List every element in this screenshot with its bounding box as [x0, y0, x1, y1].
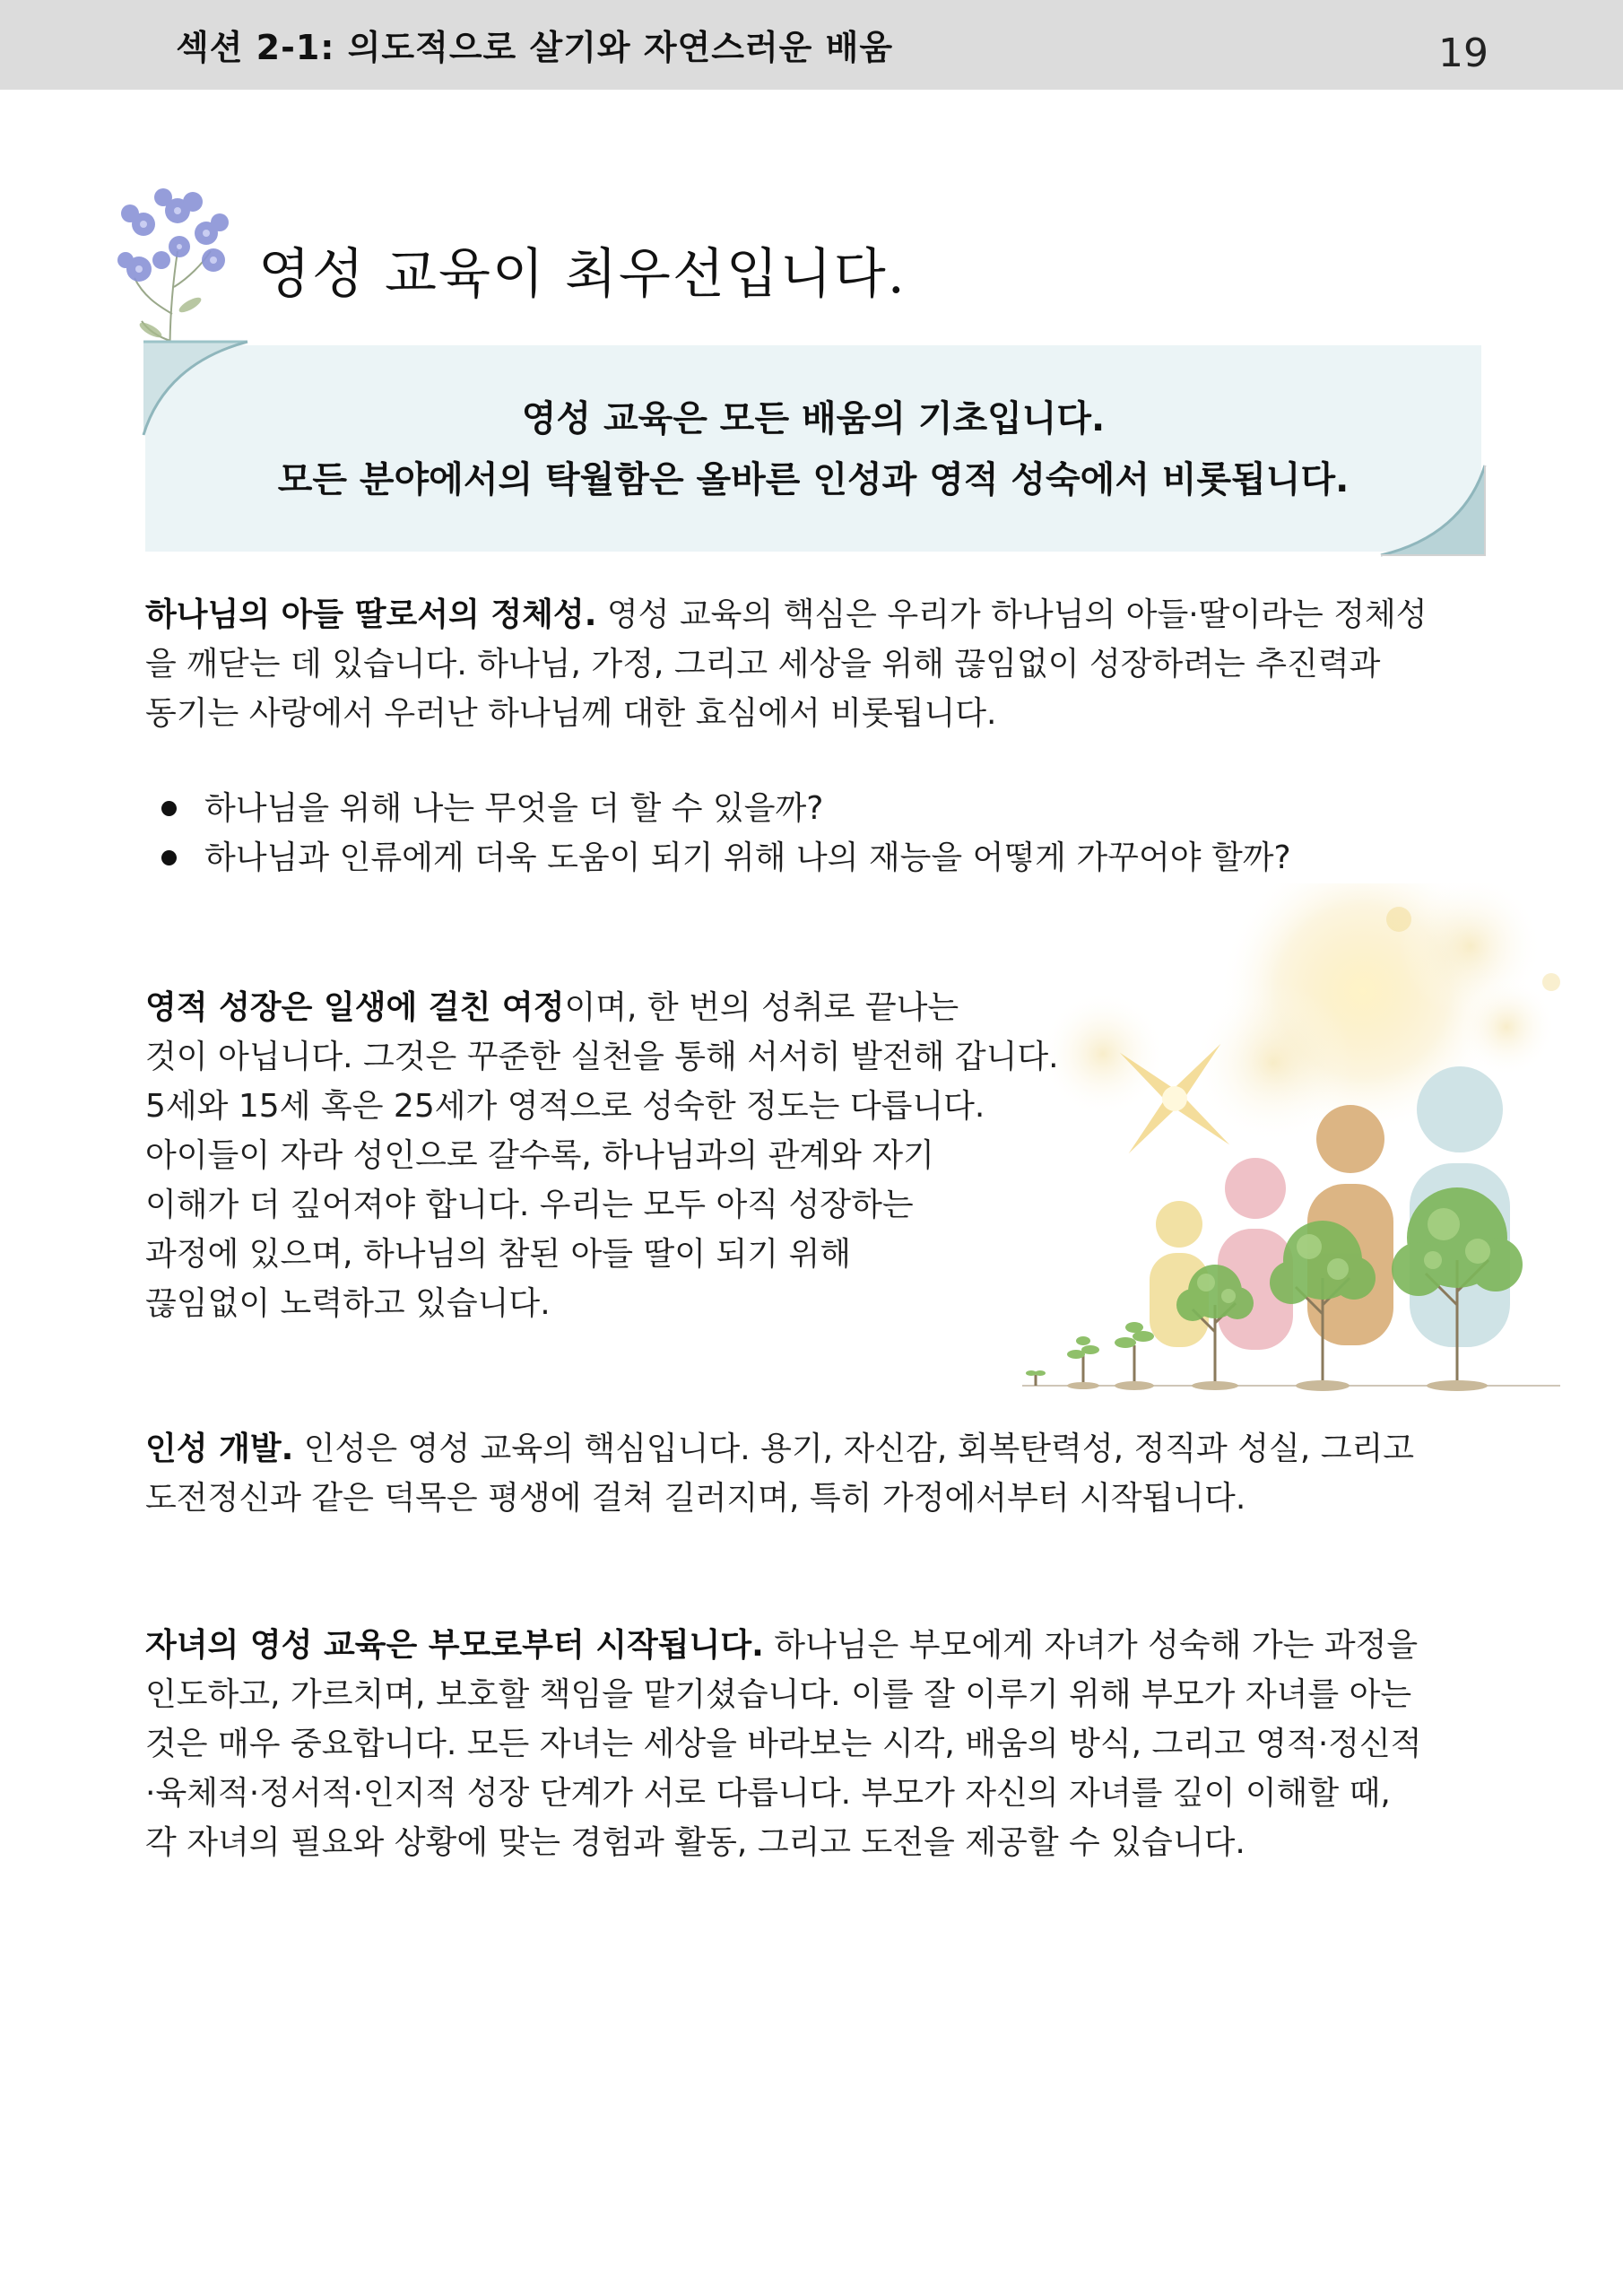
character-paragraph — [145, 1424, 1414, 1523]
parents-lead: 자녀의 영성 교육은 부모로부터 시작됩니다. — [145, 1627, 764, 1664]
growth-line-1: 이며, 한 번의 성취로 끝나는 — [564, 989, 959, 1026]
page-number: 19 — [1438, 30, 1488, 76]
question-text: 하나님을 위해 나는 무엇을 더 할 수 있을까? — [204, 790, 824, 827]
growth-line: 것이 아닙니다. 그것은 꾸준한 실천을 통해 서서히 발전해 갑니다. — [145, 1039, 1059, 1075]
parents-paragraph — [145, 1621, 1422, 1867]
identity-paragraph — [145, 590, 1428, 738]
section-title: 섹션 2-1: 의도적으로 살기와 자연스러운 배움 — [176, 28, 894, 67]
growth-paragraph — [145, 983, 1059, 1328]
identity-line-3: 동기는 사랑에서 우러난 하나님께 대한 효심에서 비롯됩니다. — [145, 695, 997, 732]
parents-line: 것은 매우 중요합니다. 모든 자녀는 세상을 바라보는 시각, 배움의 방식, 그리고 영적·정신적 — [145, 1726, 1422, 1762]
growth-line: 끊임없이 노력하고 있습니다. — [145, 1285, 551, 1322]
character-lead: 인성 개발. — [145, 1431, 294, 1467]
character-line-1: 인성은 영성 교육의 핵심입니다. 용기, 자신감, 회복탄력성, 정직과 성실, 그리고 — [293, 1431, 1415, 1467]
main-heading: 영성 교육이 최우선입니다. — [258, 243, 907, 306]
list-item — [160, 784, 1291, 833]
identity-lead: 하나님의 아들 딸로서의 정체성. — [145, 596, 597, 633]
parents-line: 인도하고, 가르치며, 보호할 책임을 맡기셨습니다. 이를 잘 이루기 위해 부모가 자녀를 아는 — [145, 1676, 1412, 1713]
identity-line-1: 영성 교육의 핵심은 우리가 하나님의 아들·딸이라는 정체성 — [596, 596, 1428, 633]
callout-box — [145, 345, 1481, 552]
family-tree-illustration-icon — [1004, 883, 1596, 1404]
identity-line-2: 을 깨닫는 데 있습니다. 하나님, 가정, 그리고 세상을 위해 끊임없이 성장하려는 추진력과 — [145, 646, 1381, 683]
callout-line-1: 영성 교육은 모든 배움의 기초입니다. — [521, 398, 1106, 439]
growth-line: 과정에 있으며, 하나님의 참된 아들 딸이 되기 위해 — [145, 1236, 852, 1273]
parents-line-1: 하나님은 부모에게 자녀가 성숙해 가는 과정을 — [763, 1627, 1419, 1664]
question-text: 하나님과 인류에게 더욱 도움이 되기 위해 나의 재능을 어떻게 가꾸어야 할까? — [204, 839, 1291, 876]
growth-line: 이해가 더 깊어져야 합니다. 우리는 모두 아직 성장하는 — [145, 1187, 914, 1223]
parents-line: 각 자녀의 필요와 상황에 맞는 경험과 활동, 그리고 도전을 제공할 수 있습니다. — [145, 1824, 1245, 1861]
growth-line: 5세와 15세 혹은 25세가 영적으로 성숙한 정도는 다릅니다. — [145, 1088, 985, 1125]
bullet-icon — [161, 801, 177, 816]
question-list — [160, 784, 1291, 883]
parents-line: ·육체적·정서적·인지적 성장 단계가 서로 다릅니다. 부모가 자신의 자녀를 깊이 이해할 때, — [145, 1775, 1391, 1812]
callout-line-2: 모든 분야에서의 탁월함은 올바른 인성과 영적 성숙에서 비롯됩니다. — [277, 459, 1350, 500]
growth-lead: 영적 성장은 일생에 걸친 여정 — [145, 989, 565, 1026]
list-item — [160, 833, 1291, 883]
character-line-2: 도전정신과 같은 덕목은 평생에 걸쳐 길러지며, 특히 가정에서부터 시작됩니다. — [145, 1480, 1246, 1517]
growth-line: 아이들이 자라 성인으로 갈수록, 하나님과의 관계와 자기 — [145, 1137, 934, 1174]
bullet-icon — [161, 850, 177, 865]
